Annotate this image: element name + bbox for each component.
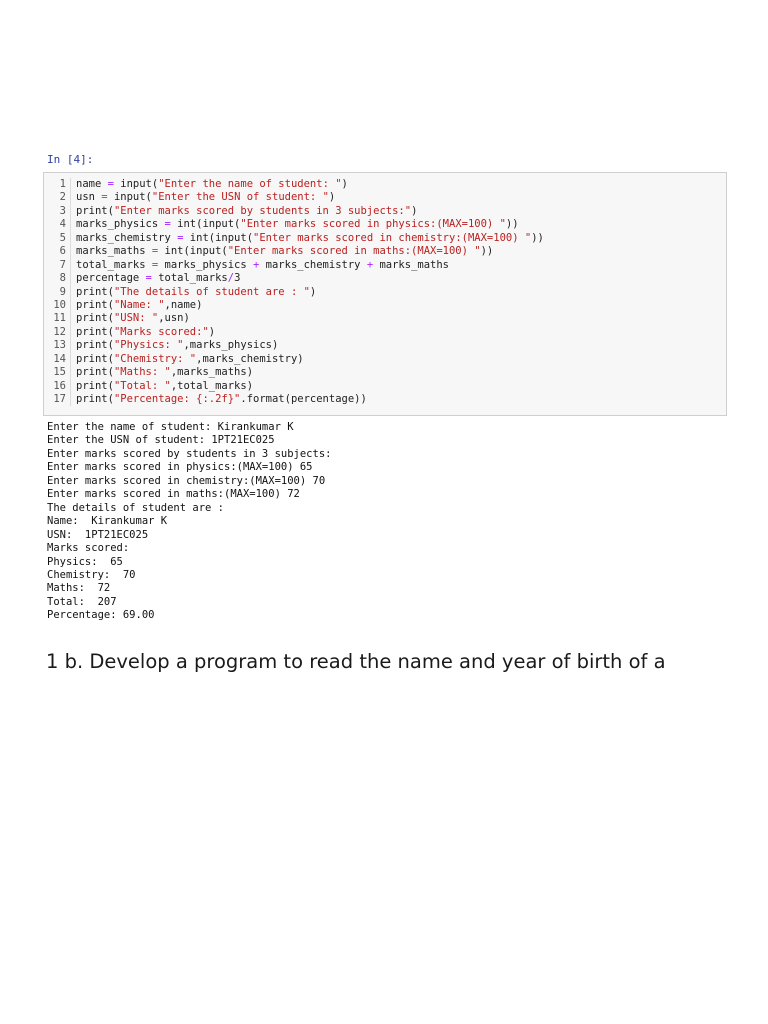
output-line: Percentage: 69.00 [47, 609, 155, 622]
code-line [44, 339, 726, 352]
code-line [44, 259, 726, 272]
code-text: print("Total: ",total_marks) [76, 379, 254, 392]
output-line: Chemistry: 70 [47, 568, 136, 581]
code-text: marks_physics = int(input("Enter marks scored in physics:(MAX=100) ")) [76, 218, 519, 231]
code-text: print("The details of student are : ") [76, 285, 317, 298]
line-number: 1 [44, 178, 71, 191]
code-text: print("Marks scored:") [76, 325, 216, 338]
code-line [44, 245, 726, 258]
code-line [44, 232, 726, 245]
line-number: 16 [44, 380, 71, 393]
line-number: 11 [44, 312, 71, 325]
output-line: Marks scored: [47, 542, 130, 555]
code-text: print("USN: ",usn) [76, 312, 190, 325]
code-line [44, 366, 726, 379]
cell-output-area [47, 421, 727, 623]
code-line [44, 178, 726, 191]
code-text: marks_chemistry = int(input("Enter marks scored in chemistry:(MAX=100) ")) [76, 231, 544, 244]
code-line [44, 286, 726, 299]
line-number: 13 [44, 339, 71, 352]
line-number: 8 [44, 272, 71, 285]
section-heading: 1 b. Develop a program to read the name and year of birth of a [46, 650, 666, 673]
line-number: 17 [44, 393, 71, 406]
output-line: The details of student are : [47, 501, 225, 514]
output-line: Physics: 65 [47, 555, 123, 568]
output-line: Enter the USN of student: 1PT21EC025 [47, 434, 275, 447]
output-line: USN: 1PT21EC025 [47, 528, 149, 541]
output-line: Name: Kirankumar K [47, 515, 168, 528]
code-line [44, 393, 726, 406]
output-line: Enter the name of student: Kirankumar K [47, 421, 294, 433]
line-number: 7 [44, 259, 71, 272]
cell-input-prompt: In [4]: [47, 153, 94, 166]
line-number: 12 [44, 326, 71, 339]
line-number: 14 [44, 353, 71, 366]
code-text: usn = input("Enter the USN of student: ") [76, 191, 336, 204]
code-line [44, 191, 726, 204]
line-number: 4 [44, 218, 71, 231]
code-text: print("Enter marks scored by students in 3 subjects:") [76, 204, 418, 217]
output-line: Enter marks scored by students in 3 subjects: [47, 447, 332, 460]
code-text: print("Name: ",name) [76, 298, 203, 311]
output-line: Total: 207 [47, 595, 117, 608]
code-line [44, 312, 726, 325]
code-line [44, 326, 726, 339]
code-line [44, 218, 726, 231]
line-number: 9 [44, 286, 71, 299]
output-line: Enter marks scored in physics:(MAX=100) 65 [47, 461, 313, 474]
code-text: print("Chemistry: ",marks_chemistry) [76, 352, 304, 365]
code-line [44, 272, 726, 285]
output-line: Enter marks scored in chemistry:(MAX=100) 70 [47, 474, 326, 487]
line-number: 6 [44, 245, 71, 258]
line-number: 2 [44, 191, 71, 204]
output-line: Enter marks scored in maths:(MAX=100) 72 [47, 488, 300, 501]
code-text: percentage = total_marks/3 [76, 272, 241, 285]
line-number: 10 [44, 299, 71, 312]
code-text: print("Maths: ",marks_maths) [76, 366, 254, 379]
line-number: 5 [44, 232, 71, 245]
code-text: print("Physics: ",marks_physics) [76, 339, 279, 352]
code-text: total_marks = marks_physics + marks_chemistry + marks_maths [76, 258, 449, 271]
code-cell-editor[interactable] [43, 172, 727, 416]
code-line [44, 299, 726, 312]
code-text: marks_maths = int(input("Enter marks scored in maths:(MAX=100) ")) [76, 245, 494, 258]
line-number: 3 [44, 205, 71, 218]
line-number: 15 [44, 366, 71, 379]
code-text: print("Percentage: {:.2f}".format(percentage)) [76, 393, 367, 405]
code-text: name = input("Enter the name of student: ") [76, 178, 348, 190]
output-line: Maths: 72 [47, 582, 111, 595]
code-line [44, 380, 726, 393]
code-line [44, 205, 726, 218]
code-line [44, 353, 726, 366]
